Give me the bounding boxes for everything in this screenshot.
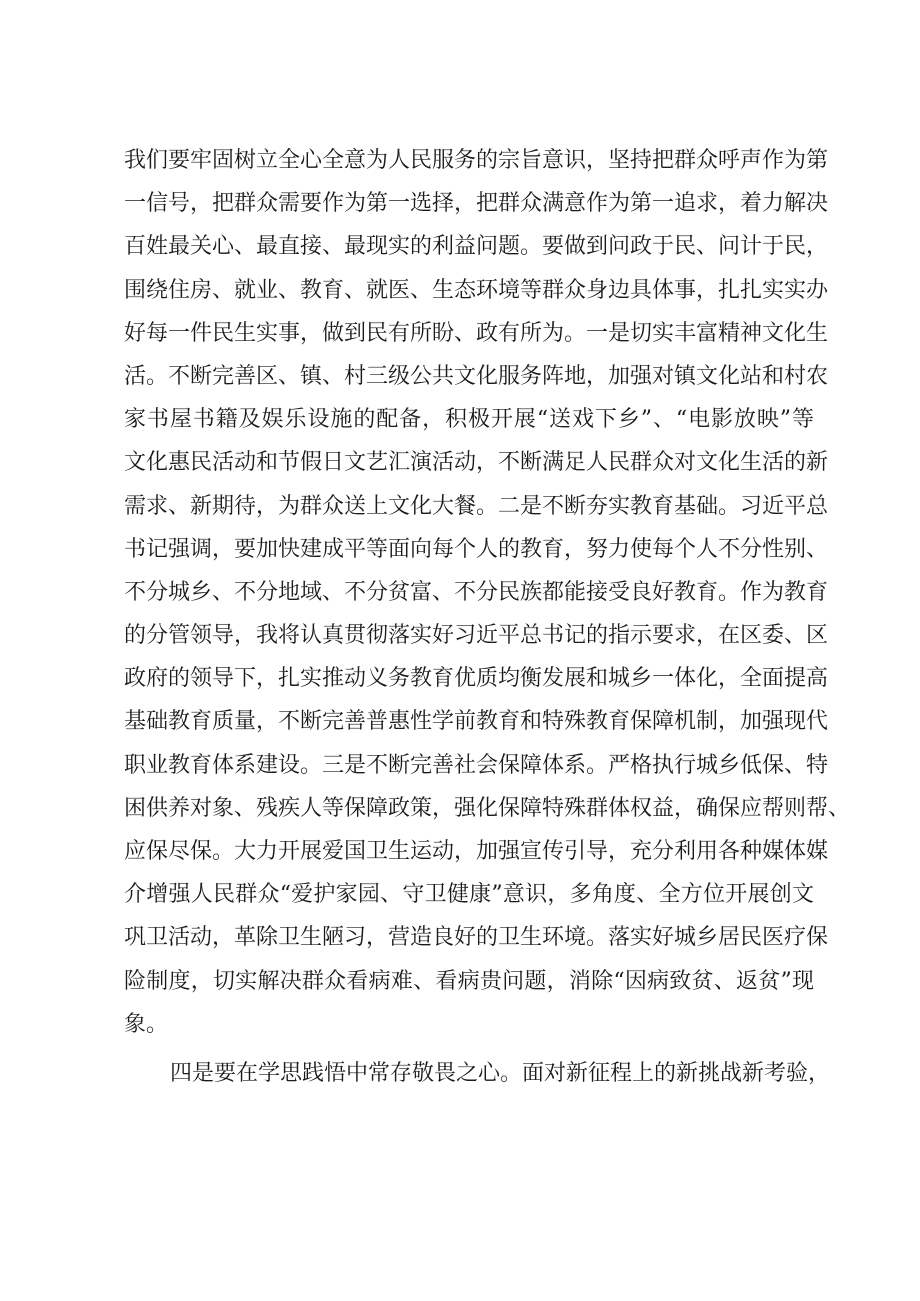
paragraph-line: 文化惠民活动和节假日文艺汇演活动，不断满足人民群众对文化生活的新 bbox=[124, 450, 829, 476]
paragraph-line: 围绕住房、就业、教育、就医、生态环境等群众身边具体事，扎扎实实办 bbox=[124, 277, 829, 303]
paragraph-line: 我们要牢固树立全心全意为人民服务的宗旨意识，坚持把群众呼声作为第 bbox=[124, 148, 829, 173]
paragraph-line: 家书屋书籍及娱乐设施的配备，积极开展“送戏下乡”、“电影放映”等 bbox=[124, 407, 814, 433]
paragraph-line: 困供养对象、残疾人等保障政策，强化保障特殊群体权益，确保应帮则帮、 bbox=[124, 795, 851, 821]
paragraph-line: 百姓最关心、最直接、最现实的利益问题。要做到问政于民、问计于民， bbox=[124, 234, 829, 260]
body-text bbox=[124, 148, 851, 1106]
paragraph-line: 好每一件民生实事，做到民有所盼、政有所为。一是切实丰富精神文化生 bbox=[124, 320, 829, 346]
paragraph-line: 活。不断完善区、镇、村三级公共文化服务阵地，加强对镇文化站和村农 bbox=[124, 363, 829, 389]
paragraph-line: 四是要在学思践悟中常存敬畏之心。面对新征程上的新挑战新考验， bbox=[170, 1060, 831, 1086]
paragraph-line: 政府的领导下，扎实推动义务教育优质均衡发展和城乡一体化，全面提高 bbox=[124, 666, 829, 692]
paragraph-line: 象。 bbox=[124, 1011, 169, 1037]
paragraph-line: 基础教育质量，不断完善普惠性学前教育和特殊教育保障机制，加强现代 bbox=[124, 709, 829, 735]
paragraph-line: 巩卫活动，革除卫生陋习，营造良好的卫生环境。落实好城乡居民医疗保 bbox=[124, 925, 829, 951]
paragraph-line: 职业教育体系建设。三是不断完善社会保障体系。严格执行城乡低保、特 bbox=[124, 752, 829, 778]
paragraph-2 bbox=[124, 1060, 831, 1086]
paragraph-line: 书记强调，要加快建成平等面向每个人的教育，努力使每个人不分性别、 bbox=[124, 536, 829, 562]
paragraph-line: 不分城乡、不分地域、不分贫富、不分民族都能接受良好教育。作为教育 bbox=[124, 579, 829, 605]
paragraph-line: 一信号，把群众需要作为第一选择，把群众满意作为第一追求，着力解决 bbox=[124, 191, 829, 217]
paragraph-1 bbox=[124, 148, 851, 1037]
paragraph-line: 险制度，切实解决群众看病难、看病贵问题，消除“因病致贫、返贫”现 bbox=[124, 968, 814, 994]
paragraph-line: 应保尽保。大力开展爱国卫生运动，加强宣传引导，充分利用各种媒体媒 bbox=[124, 839, 829, 864]
paragraph-line: 的分管领导，我将认真贯彻落实好习近平总书记的指示要求，在区委、区 bbox=[124, 623, 829, 649]
paragraph-line: 介增强人民群众“爱护家园、守卫健康”意识，多角度、全方位开展创文 bbox=[124, 882, 814, 908]
paragraph-line: 需求、新期待，为群众送上文化大餐。二是不断夯实教育基础。习近平总 bbox=[124, 493, 829, 519]
